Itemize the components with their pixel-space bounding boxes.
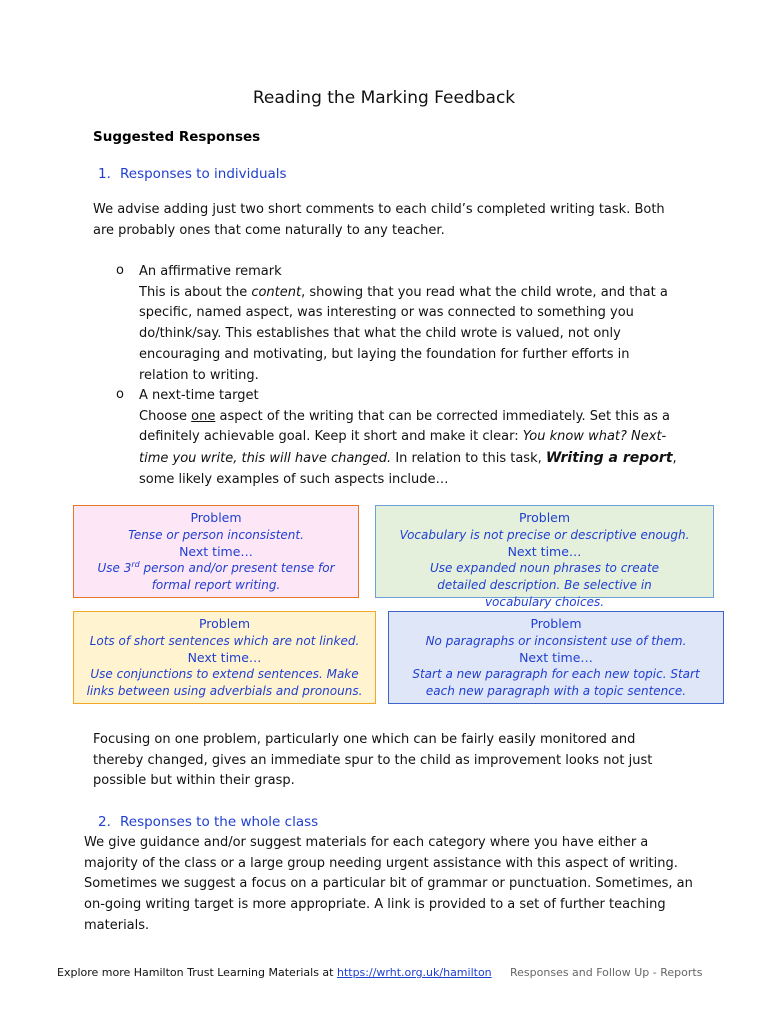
next-time-label: Next time… — [179, 543, 253, 559]
problem-label: Problem — [198, 616, 251, 631]
item-2-body: Choose one aspect of the writing that can be corrected immediately. Set this as a definitely achievable goal. Keep it short and make it clear: You know what? Next-time you write, this will have changed. In relation to this task, Writing a report, some likely examples of such aspects include… — [139, 408, 677, 487]
section-1-title: Responses to individuals — [120, 166, 287, 182]
feedback-box-vocabulary — [375, 505, 714, 609]
section-2-title: Responses to the whole class — [120, 814, 319, 830]
section-2-number: 2. — [98, 814, 111, 830]
next-time-label: Next time… — [187, 649, 262, 665]
item-affirmative-remark — [139, 262, 679, 386]
item-2-lead: A next-time target — [139, 388, 259, 403]
next-time-text: Use 3rd person and/or present tense for formal report writing. — [97, 560, 335, 593]
item-next-time-target — [139, 386, 679, 491]
section-1-intro: We advise adding just two short comments to each child’s completed writing task. Both are probably ones that come naturally to any teacher. — [93, 202, 665, 238]
footer-link[interactable]: https://wrht.org.uk/hamilton — [336, 966, 492, 979]
footer-section-label: Responses and Follow Up - Reports — [510, 966, 703, 979]
bullet-marker: o — [116, 263, 124, 278]
next-time-label: Next time… — [519, 649, 593, 665]
next-time-text: Use expanded noun phrases to create detailed description. Be selective in vocabulary choices. — [429, 561, 660, 609]
feedback-box-tense — [73, 505, 359, 598]
problem-label: Problem — [190, 510, 242, 525]
feedback-box-sentences — [73, 611, 376, 704]
bullet-marker: o — [116, 387, 124, 402]
focus-paragraph: Focusing on one problem, particularly one which can be fairly easily monitored and thereby changed, gives an immediate spur to the child as improvement looks not just possible but within their grasp. — [93, 732, 653, 789]
next-time-text: Use conjunctions to extend sentences. Make links between using adverbials and pronouns. — [86, 667, 363, 699]
section-1-number: 1. — [98, 166, 111, 182]
problem-text: No paragraphs or inconsistent use of them. — [425, 633, 687, 648]
item-1-body: This is about the content, showing that you read what the child wrote, and that a specific, named aspect, was interesting or was connected to something you do/think/say. This establishes that what the child wrote is valued, not only encouraging and motivating, but laying the foundation for further efforts in relation to writing. — [139, 284, 668, 383]
section-2-heading — [98, 814, 318, 830]
problem-label: Problem — [518, 510, 571, 525]
feedback-box-paragraphs — [388, 611, 724, 704]
problem-text: Lots of short sentences which are not linked. — [89, 633, 360, 648]
item-1-lead: An affirmative remark — [139, 264, 282, 279]
problem-text: Vocabulary is not precise or descriptive enough. — [399, 527, 690, 542]
subtitle: Suggested Responses — [93, 129, 261, 145]
section-2-body: We give guidance and/or suggest materials for each category where you have either a majority of the class or a large group needing urgent assistance with this aspect of writing. Sometimes we suggest a focus on a particular bit of grammar or punctuation. Sometimes, an on-going writing target is more appropriate. A link is provided to a set of further teaching materials. — [84, 835, 693, 933]
problem-label: Problem — [530, 616, 582, 631]
problem-text: Tense or person inconsistent. — [128, 527, 304, 542]
section-1-heading — [98, 166, 287, 182]
footer-note — [57, 966, 492, 979]
next-time-label: Next time… — [507, 543, 582, 559]
page-title: Reading the Marking Feedback — [252, 88, 516, 108]
next-time-text: Start a new paragraph for each new topic. Start each new paragraph with a topic sentence. — [412, 667, 700, 699]
footer-text: Explore more Hamilton Trust Learning Materials at — [57, 966, 337, 979]
